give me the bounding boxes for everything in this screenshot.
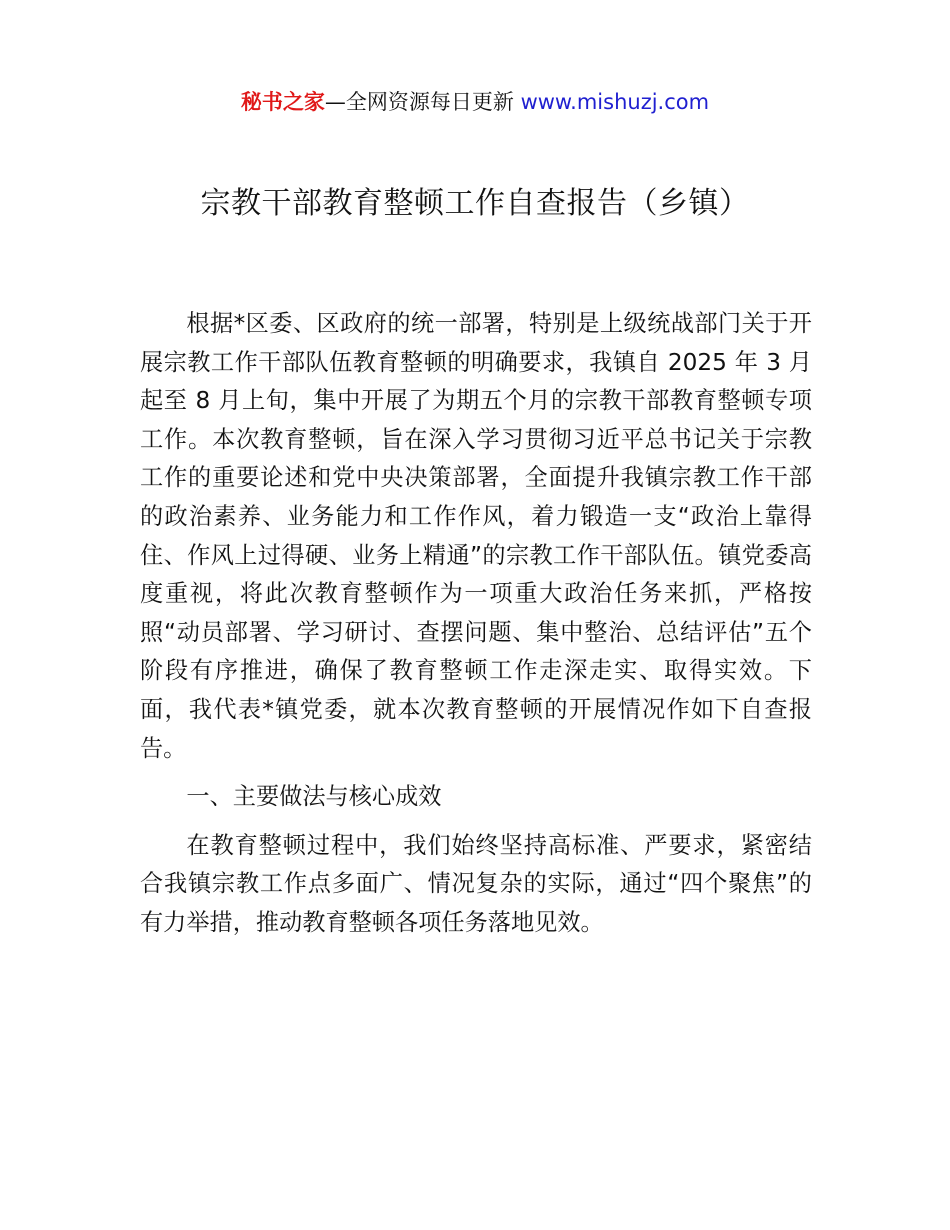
document-title: 宗教干部教育整顿工作自查报告（乡镇）	[200, 186, 750, 221]
section-paragraph: 在教育整顿过程中，我们始终坚持高标准、严要求，紧密结合我镇宗教工作点多面广、情况复杂的实际，通过“四个聚焦”的有力举措，推动教育整顿各项任务落地见效。	[140, 831, 812, 936]
site-brand: 秘书之家	[240, 90, 325, 114]
intro-paragraph: 根据*区委、区政府的统一部署，特别是上级统战部门关于开展宗教工作干部队伍教育整顿的明确要求，我镇自 2025 年 3 月起至 8 月上旬，集中开展了为期五个月的宗教干部教育整顿专项工作。本次教育整顿，旨在深入学习贯彻习近平总书记关于宗教工作的重要论述和党中央决策部署，全面提升我镇宗教工作干部的政治素养、业务能力和工作作风，着力锻造一支“政治上靠得住、作风上过得硬、业务上精通”的宗教工作干部队伍。镇党委高度重视，将此次教育整顿作为一项重大政治任务来抓，严格按照“动员部署、学习研讨、查摆问题、集中整治、总结评估”五个阶段有序推进，确保了教育整顿工作走深走实、取得实效。下面，我代表*镇党委，就本次教育整顿的开展情况作如下自查报告。	[140, 310, 812, 762]
site-tagline: —全网资源每日更新	[324, 90, 521, 114]
document-body	[140, 305, 812, 943]
site-header	[0, 86, 950, 118]
site-url-link[interactable]: www.mishuzj.com	[520, 90, 710, 114]
section-heading: 一、主要做法与核心成效	[186, 783, 442, 811]
